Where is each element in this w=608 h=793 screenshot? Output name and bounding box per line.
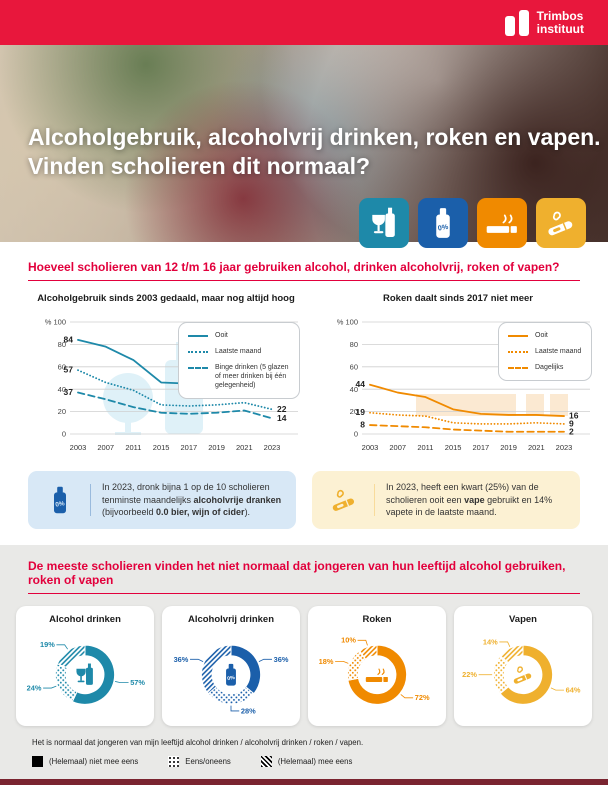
topic-tile-wine-and-bottle-icon: [359, 198, 409, 248]
svg-text:10%: 10%: [341, 635, 356, 645]
legend-label: (Helemaal) niet mee eens: [49, 757, 139, 767]
donut-card-title: Alcohol drinken: [49, 614, 121, 625]
svg-text:2003: 2003: [69, 443, 87, 452]
roken-line-chart: [320, 306, 596, 463]
alcohol-chart-block: [28, 293, 304, 463]
svg-text:2011: 2011: [125, 443, 142, 452]
vape-icon: [543, 205, 579, 241]
svg-text:19: 19: [355, 407, 365, 418]
svg-text:0%: 0%: [437, 221, 449, 233]
legend-item-dots: [168, 756, 231, 767]
hatch-swatch-icon: [261, 756, 272, 767]
svg-text:14%: 14%: [482, 637, 498, 647]
alcoholvrij-donut: [166, 627, 296, 722]
chart-legend: [178, 322, 300, 399]
legend-label: Dagelijks: [535, 364, 564, 372]
svg-text:2019: 2019: [208, 443, 225, 452]
trimbos-logo: [505, 10, 584, 36]
topic-icon-tiles: [359, 198, 586, 248]
svg-text:18%: 18%: [318, 656, 334, 666]
legend-label: Laatste maand: [215, 348, 262, 356]
svg-text:0%: 0%: [226, 675, 236, 683]
svg-text:2017: 2017: [180, 443, 198, 452]
section1-divider: [28, 280, 580, 281]
topic-tile-zero-percent-bottle-icon: [418, 198, 468, 248]
donut-cards-row: [16, 606, 592, 726]
zero-percent-bottle-icon: [226, 664, 236, 686]
legend-label: Laatste maand: [535, 348, 582, 356]
zero-percent-bottle-icon: [425, 205, 461, 241]
pattern-legend: [32, 756, 580, 767]
svg-text:16: 16: [569, 410, 579, 421]
svg-text:0: 0: [61, 429, 66, 439]
svg-text:36%: 36%: [273, 654, 289, 664]
legend-item: [508, 331, 582, 340]
svg-text:8: 8: [360, 419, 365, 430]
cigarette-icon: [366, 669, 388, 682]
alcohol-line-chart: [28, 306, 304, 463]
survey-statement: Het is normaal dat jongeren van mijn leeftijd alcohol drinken / alcoholvrij drinken / roken / vapen.: [32, 738, 364, 748]
svg-text:0%: 0%: [54, 500, 66, 509]
svg-text:9: 9: [569, 418, 574, 429]
page-title: [28, 123, 601, 182]
legend-line-sample: [508, 367, 528, 369]
trimbos-logo-icon: [505, 10, 529, 36]
alcoholvrij-donut-card: [162, 606, 300, 726]
svg-text:20: 20: [57, 407, 66, 417]
roken-chart-block: [320, 293, 596, 463]
legend-label: Ooit: [535, 332, 548, 339]
svg-text:2003: 2003: [361, 443, 379, 452]
line-charts-row: [28, 293, 580, 463]
alcohol-chart-title: Alcoholgebruik sinds 2003 gedaald, maar nog altijd hoog: [37, 293, 295, 304]
legend-label: Eens/oneens: [185, 757, 231, 767]
legend-item: [188, 331, 290, 340]
svg-text:2021: 2021: [527, 443, 545, 452]
opinion-section: [0, 545, 608, 779]
svg-text:% 100: % 100: [336, 317, 358, 327]
vapen-donut: [458, 627, 588, 722]
legend-label: (Helemaal) mee eens: [277, 757, 353, 767]
svg-text:36%: 36%: [173, 654, 189, 664]
svg-text:14: 14: [277, 412, 287, 423]
svg-text:0: 0: [353, 429, 358, 439]
page-title-line2: Vinden scholieren dit normaal?: [28, 153, 371, 180]
roken-donut-card: [308, 606, 446, 726]
topic-tile-cigarette-icon: [477, 198, 527, 248]
legend-item-hatch: [261, 756, 353, 767]
callouts-row: [28, 471, 580, 529]
page-title-line1: Alcoholgebruik, alcoholvrij drinken, roken en vapen.: [28, 124, 601, 150]
svg-text:37: 37: [63, 387, 73, 398]
legend-item-solid: [32, 756, 138, 767]
roken-chart-title: Roken daalt sinds 2017 niet meer: [383, 293, 533, 304]
vape-icon: [513, 667, 532, 684]
legend-line-sample: [188, 335, 208, 337]
legend-label: Binge drinken (5 glazen of meer drinken bij één gelegenheid): [215, 364, 289, 390]
svg-text:2019: 2019: [500, 443, 517, 452]
svg-text:2007: 2007: [97, 443, 115, 452]
usage-section: [0, 242, 608, 545]
legend-item: [508, 347, 582, 356]
svg-text:28%: 28%: [240, 706, 256, 716]
svg-text:40: 40: [349, 384, 358, 394]
logo-bar: [519, 10, 529, 36]
legend-item: [188, 363, 290, 390]
vapen-donut-card: [454, 606, 592, 726]
hero-photo: [0, 45, 608, 242]
wine-and-bottle-icon: [76, 664, 92, 685]
svg-text:72%: 72%: [414, 693, 430, 703]
svg-text:24%: 24%: [26, 683, 42, 693]
svg-text:60: 60: [57, 362, 66, 372]
svg-text:80: 80: [57, 340, 66, 349]
callout-text: In 2023, dronk bijna 1 op de 10 scholieren tenminste maandelijks alcoholvrije dranken (bijvoorbeeld 0.0 bier, wijn of cider).: [102, 481, 282, 518]
section1-heading: Hoeveel scholieren van 12 t/m 16 jaar gebruiken alcohol, drinken alcoholvrij, roken of vapen?: [28, 260, 560, 274]
svg-text:57%: 57%: [130, 678, 145, 688]
callout-text: In 2023, heeft een kwart (25%) van de scholieren ooit een vape gebruikt en 14% vapete in de laatste maand.: [386, 481, 553, 518]
trimbos-logo-text: [537, 10, 584, 36]
svg-text:64%: 64%: [565, 685, 581, 695]
svg-text:57: 57: [63, 364, 73, 375]
zero-percent-bottle-icon: [44, 484, 76, 516]
roken-donut: [312, 627, 442, 722]
svg-text:40: 40: [57, 384, 66, 394]
topic-tile-vape-icon: [536, 198, 586, 248]
alcohol-donut-card: [16, 606, 154, 726]
svg-text:2023: 2023: [263, 443, 281, 452]
dots-swatch-icon: [168, 756, 179, 767]
svg-text:22: 22: [277, 403, 287, 414]
chart-legend: [498, 322, 592, 381]
legend-item: [188, 347, 290, 356]
legend-line-sample: [508, 351, 528, 353]
logo-line1: Trimbos: [536, 8, 584, 23]
legend-label: Ooit: [215, 332, 228, 339]
top-bar: [0, 0, 608, 45]
svg-text:2015: 2015: [444, 443, 462, 452]
svg-text:2007: 2007: [389, 443, 407, 452]
zero-percent-bottle-icon-wrap: [40, 484, 91, 516]
legend-line-sample: [188, 351, 208, 353]
legend-line-sample: [508, 335, 528, 337]
alcoholvrij-callout: [28, 471, 296, 529]
svg-text:2011: 2011: [417, 443, 434, 452]
donut-card-title: Roken: [362, 614, 392, 625]
alcohol-donut: [20, 627, 150, 722]
solid-swatch-icon: [32, 756, 43, 767]
svg-text:% 100: % 100: [44, 317, 66, 327]
svg-text:2015: 2015: [152, 443, 170, 452]
svg-text:60: 60: [349, 362, 358, 372]
section2-divider: [28, 593, 580, 594]
svg-text:22%: 22%: [462, 670, 477, 680]
svg-text:2: 2: [569, 426, 574, 437]
donut-card-title: Vapen: [509, 614, 537, 625]
svg-text:2021: 2021: [235, 443, 253, 452]
logo-bar: [505, 16, 515, 36]
svg-text:20: 20: [349, 407, 358, 417]
cigarette-icon: [484, 205, 520, 241]
logo-line2: instituut: [536, 21, 584, 36]
svg-text:84: 84: [63, 334, 73, 345]
svg-text:80: 80: [349, 340, 358, 349]
vape-callout: [312, 471, 580, 529]
legend-line-sample: [188, 367, 208, 369]
svg-text:2017: 2017: [472, 443, 490, 452]
svg-text:2023: 2023: [555, 443, 573, 452]
vape-icon-wrap: [324, 484, 375, 516]
svg-text:44: 44: [355, 379, 365, 390]
bottom-bar: [0, 779, 608, 785]
donut-card-title: Alcoholvrij drinken: [187, 614, 275, 625]
legend-item: [508, 363, 582, 372]
section2-heading: De meeste scholieren vinden het niet normaal dat jongeren van hun leeftijd alcohol gebruiken, roken of vapen: [28, 559, 566, 587]
vape-icon: [328, 484, 360, 516]
wine-and-bottle-icon: [366, 205, 402, 241]
svg-text:19%: 19%: [39, 640, 55, 650]
